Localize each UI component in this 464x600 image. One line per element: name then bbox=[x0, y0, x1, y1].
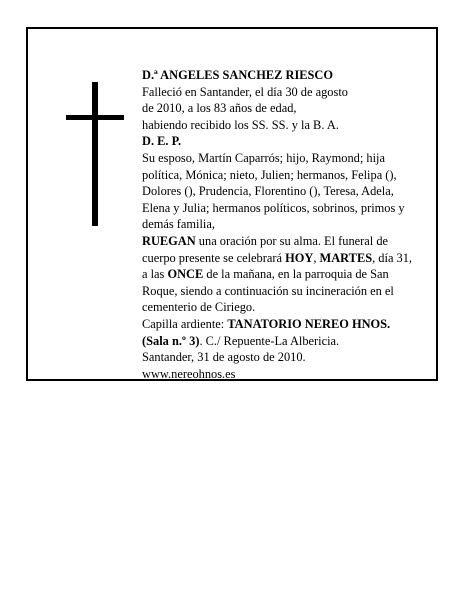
family-line: Su esposo, Martín Caparrós; hijo, Raymond; hija bbox=[142, 150, 385, 165]
funeral-line: Roque, siendo a continuación su incineración en el bbox=[142, 283, 394, 298]
family-line: Elena y Julia; hermanos políticos, sobrinos, primos y bbox=[142, 200, 405, 215]
funeral-line: a las ONCE de la mañana, en la parroquia de San bbox=[142, 267, 389, 282]
family-line: Dolores (), Prudencia, Florentino (), Teresa, Adela, bbox=[142, 184, 394, 199]
cross-icon-vertical bbox=[92, 82, 98, 226]
obituary-notice bbox=[26, 27, 438, 381]
date-line: Santander, 31 de agosto de 2010. bbox=[142, 350, 306, 365]
funeral-line: cuerpo presente se celebrará HOY, MARTES, día 31, bbox=[142, 250, 413, 265]
address-line: (Sala n.º 3). C./ Repuente-La Albericia. bbox=[142, 333, 340, 348]
funeral-line: cementerio de Ciriego. bbox=[142, 300, 256, 315]
ruegan-line: RUEGAN una oración por su alma. El funeral de bbox=[142, 233, 389, 248]
website-line: www.nereohnos.es bbox=[142, 366, 236, 381]
death-info-line: habiendo recibido los SS. SS. y la B. A. bbox=[142, 117, 339, 132]
death-info-line: Falleció en Santander, el día 30 de agosto bbox=[142, 84, 348, 99]
family-line: demás familia, bbox=[142, 217, 215, 232]
obituary-text bbox=[142, 67, 462, 382]
rip-line: D. E. P. bbox=[142, 134, 182, 149]
deceased-name: D.ª ANGELES SANCHEZ RIESCO bbox=[142, 68, 334, 82]
capilla-line: Capilla ardiente: TANATORIO NEREO HNOS. bbox=[142, 316, 391, 331]
death-info-line: de 2010, a los 83 años de edad, bbox=[142, 101, 297, 116]
family-line: política, Mónica; nieto, Julien; hermanos, Felipa (), bbox=[142, 167, 397, 182]
cross-icon-horizontal bbox=[66, 115, 124, 120]
